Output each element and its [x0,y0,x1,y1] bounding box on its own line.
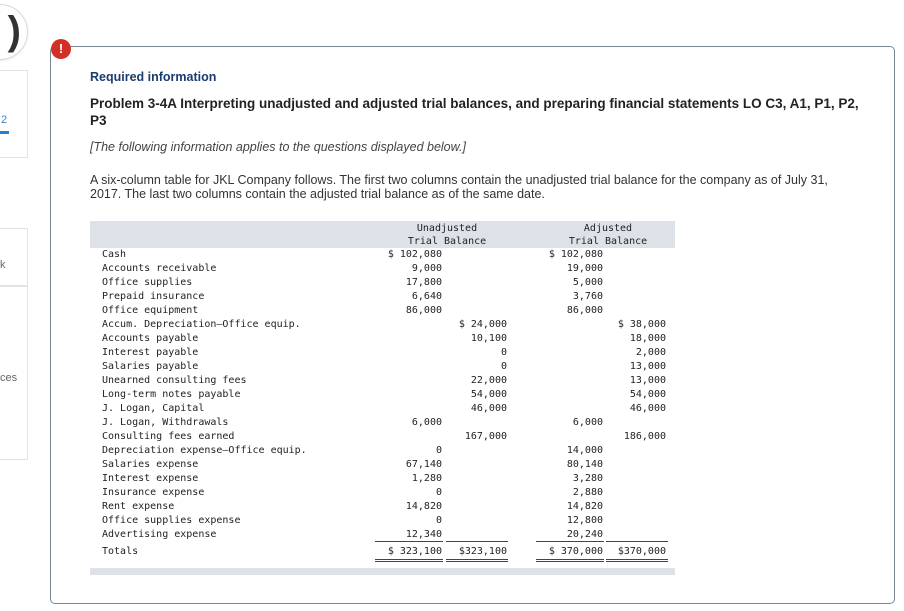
amount-ac: 2,000 [635,347,666,358]
table-bottom-band [90,568,675,575]
account-name: Accum. Depreciation—Office equip. [102,319,301,330]
account-name: Salaries expense [102,459,199,470]
total-double-rule [536,559,604,562]
table-row [90,290,675,304]
amount-ud: 14,820 [405,501,442,512]
amount-ac: 13,000 [629,361,666,372]
amount-ad: 20,240 [566,529,603,540]
amount-ad: 2,880 [572,487,603,498]
table-row [90,374,675,388]
unadjusted-header-line2: Trial Balance [407,236,487,247]
question-number: ) [7,9,21,53]
amount-ad: 80,140 [566,459,603,470]
table-row [90,472,675,486]
table-row [90,458,675,472]
sidebar-panel-top [0,70,28,158]
amount-ad: $ 102,080 [548,249,603,260]
sidebar-fragment-top: 2 [1,114,8,126]
subtotal-rule [446,541,508,542]
amount-ud: 17,800 [405,277,442,288]
account-name: Prepaid insurance [102,291,205,302]
account-name: Accounts payable [102,333,199,344]
amount-ud: $ 323,100 [387,546,442,557]
table-row [90,360,675,374]
account-name: Cash [102,249,127,260]
amount-ac: 54,000 [629,389,666,400]
table-row [90,276,675,290]
amount-ud: 6,000 [411,417,442,428]
unadjusted-header [377,222,517,248]
table-row [90,248,675,262]
table-row [90,332,675,346]
subtotal-rule [606,541,668,542]
account-name: Depreciation expense—Office equip. [102,445,307,456]
trial-balance-table [90,221,675,575]
amount-ud: 0 [435,445,442,456]
adjusted-header [538,222,678,248]
table-row [90,346,675,360]
account-name: Accounts receivable [102,263,217,274]
sidebar-panel-low[interactable] [0,286,28,460]
sidebar-fragment-mid: k [0,259,6,271]
amount-ad: 86,000 [566,305,603,316]
account-name: Office equipment [102,305,199,316]
amount-ud: 9,000 [411,263,442,274]
amount-ad: $ 370,000 [548,546,603,557]
amount-ac: $ 38,000 [617,319,666,330]
amount-ad: 12,800 [566,515,603,526]
amount-uc: 167,000 [464,431,507,442]
amount-ac: $370,000 [617,546,666,557]
problem-title: Problem 3-4A Interpreting unadjusted and adjusted trial balances, and preparing financial statements LO C3, A1, P1, P2, P3 [90,96,859,128]
sidebar-fragment-low: ces [0,372,18,384]
amount-ad: 3,280 [572,473,603,484]
table-row [90,262,675,276]
account-name: Totals [102,546,139,557]
table-row [90,430,675,444]
account-name: Long-term notes payable [102,389,241,400]
table-row [90,416,675,430]
amount-uc: $ 24,000 [458,319,507,330]
amount-uc: 46,000 [470,403,507,414]
amount-ad: 3,760 [572,291,603,302]
account-name: Unearned consulting fees [102,375,247,386]
following-information-note: [The following information applies to the questions displayed below.] [90,140,466,154]
problem-card [50,46,895,604]
amount-ad: 14,000 [566,445,603,456]
account-name: J. Logan, Withdrawals [102,417,229,428]
account-name: J. Logan, Capital [102,403,205,414]
account-name: Rent expense [102,501,175,512]
account-name: Insurance expense [102,487,205,498]
sidebar-panel-mid[interactable] [0,228,28,286]
total-double-rule [606,559,668,562]
account-name: Consulting fees earned [102,431,235,442]
account-name: Advertising expense [102,529,217,540]
table-row [90,402,675,416]
account-name: Office supplies [102,277,193,288]
question-number-circle[interactable] [0,4,28,60]
amount-ad: 14,820 [566,501,603,512]
amount-uc: 22,000 [470,375,507,386]
amount-ud: 6,640 [411,291,442,302]
amount-ac: 13,000 [629,375,666,386]
adjusted-header-line2: Trial Balance [568,236,648,247]
subtotal-rule [536,541,604,542]
table-row [90,528,675,542]
required-information-heading: Required information [90,70,217,84]
amount-ac: 186,000 [623,431,666,442]
account-name: Office supplies expense [102,515,241,526]
amount-ud: 12,340 [405,529,442,540]
table-row [90,318,675,332]
amount-ad: 19,000 [566,263,603,274]
totals-row [90,545,675,559]
amount-ud: 67,140 [405,459,442,470]
problem-description: A six-column table for JKL Company follows. The first two columns contain the unadjusted trial balance for the company as of July 31, 2017. The last two columns contain the adjusted trial balance as of the same date. [90,173,828,201]
amount-ud: 86,000 [405,305,442,316]
table-row [90,514,675,528]
adjusted-header-line1: Adjusted [583,223,633,234]
unadjusted-header-line1: Unadjusted [416,223,478,234]
amount-ud: 1,280 [411,473,442,484]
amount-ad: 5,000 [572,277,603,288]
amount-ad: 6,000 [572,417,603,428]
sidebar-progress-bar [0,131,9,134]
account-name: Interest expense [102,473,199,484]
table-row [90,388,675,402]
subtotal-rule [375,541,443,542]
amount-uc: 0 [500,347,507,358]
total-double-rule [375,559,443,562]
table-row [90,500,675,514]
table-row [90,486,675,500]
amount-uc: 54,000 [470,389,507,400]
alert-icon: ! [51,39,71,59]
total-double-rule [446,559,508,562]
amount-ud: $ 102,080 [387,249,442,260]
amount-ac: 18,000 [629,333,666,344]
amount-uc: 0 [500,361,507,372]
amount-uc: $323,100 [458,546,507,557]
table-row [90,304,675,318]
account-name: Interest payable [102,347,199,358]
amount-ud: 0 [435,487,442,498]
amount-ac: 46,000 [629,403,666,414]
amount-ud: 0 [435,515,442,526]
account-name: Salaries payable [102,361,199,372]
amount-uc: 10,100 [470,333,507,344]
table-row [90,444,675,458]
